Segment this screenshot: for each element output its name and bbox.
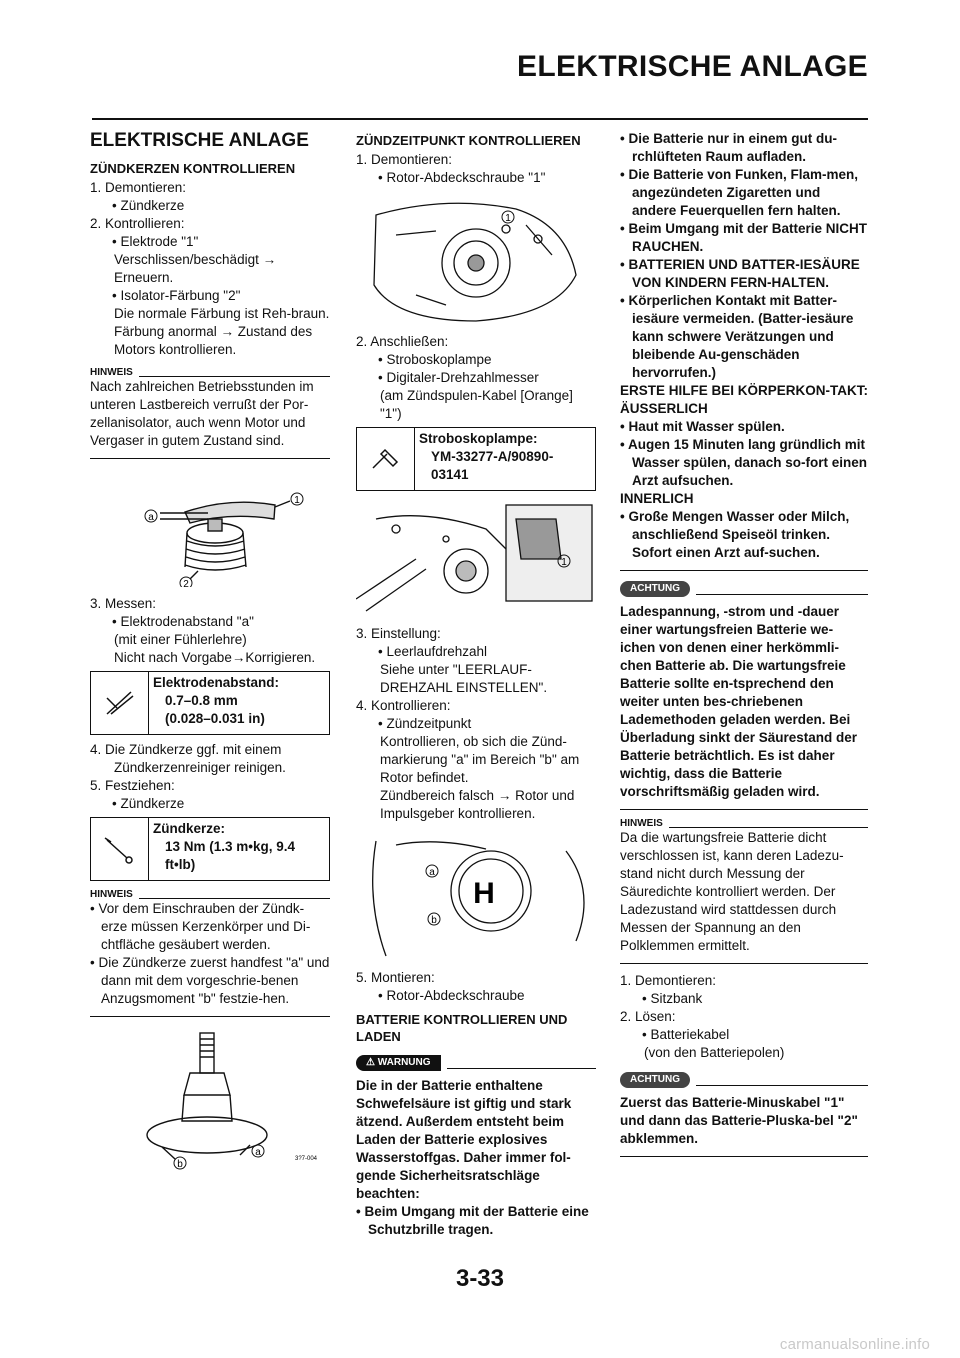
step-detail: Zündbereich falsch → Rotor und Impulsgeber kontrollieren. bbox=[380, 788, 575, 821]
note-label: HINWEIS bbox=[620, 818, 663, 829]
spark-plug-torque-figure bbox=[90, 1025, 330, 1170]
step-detail: Zündkerzenreiniger reinigen. bbox=[114, 760, 286, 775]
caution-badge: ACHTUNG bbox=[620, 1072, 690, 1088]
external-item: • Augen 15 Minuten lang gründlich mit Wasser spülen, danach so-fort einen Arzt aufsuchen. bbox=[620, 437, 868, 488]
special-tool-icon bbox=[357, 428, 415, 490]
feeler-gauge-icon bbox=[91, 672, 149, 734]
warning-item: • Beim Umgang mit der Batterie eine Schutzbrille tragen. bbox=[356, 1204, 589, 1237]
step-detail: (mit einer Fühlerlehre) bbox=[114, 632, 247, 647]
warning-item: • Die Batterie von Funken, Flam-men, angezündeten Zigaretten und andere Feuerquellen fern halten. bbox=[620, 167, 859, 218]
spec-value: YM-33277-A/90890- bbox=[431, 449, 554, 464]
page-header-title: ELEKTRISCHE ANLAGE bbox=[517, 50, 868, 83]
spec-value: 13 Nm (1.3 m•kg, 9.4 bbox=[165, 839, 296, 854]
spec-box-spark-plug-torque bbox=[90, 817, 330, 881]
timing-mark-h: H bbox=[473, 877, 495, 910]
column-1 bbox=[90, 130, 330, 1178]
callout-a: a bbox=[148, 512, 154, 523]
step-item: • Zündkerze bbox=[112, 198, 185, 213]
caution-header bbox=[620, 1072, 868, 1088]
subtitle-spark-plug: ZÜNDKERZEN KONTROLLIEREN bbox=[90, 161, 296, 176]
callout-1: 1 bbox=[561, 557, 567, 568]
page-number: 3-33 bbox=[455, 1265, 505, 1292]
timing-light-figure bbox=[356, 499, 596, 617]
spec-label: Stroboskoplampe: bbox=[419, 431, 538, 446]
caution-text: Zuerst das Batterie-Minuskabel "1" und dann das Batterie-Pluska-bel "2" abklemmen. bbox=[620, 1095, 858, 1146]
column-2 bbox=[356, 130, 596, 1239]
step-item: • Elektrode "1" bbox=[112, 234, 199, 249]
step-detail: (von den Batteriepolen) bbox=[644, 1045, 785, 1060]
external-title: ÄUSSERLICH bbox=[620, 401, 708, 416]
caution-text: Ladespannung, -strom und -dauer einer wartungsfreien Batterie we-ichen von denen einer herkömmli-chen Batterie ab. Die wartungsfreie Batterie sollte en-tsprechend den weiter unten bes-chriebenen Lademethoden geladen werden. Bei Überladung sinkt der Säurestand der Batterie beträchtlich. Es ist daher wichtig, dass die Batterie vorschriftsmäßig geladen wird. bbox=[620, 604, 858, 799]
internal-item: • Große Mengen Wasser oder Milch, anschließend Speiseöl trinken. Sofort einen Arzt auf-suchen. bbox=[620, 509, 850, 560]
caution-header bbox=[620, 581, 868, 597]
spec-box-timing-light bbox=[356, 427, 596, 491]
warning-item: • Die Batterie nur in einem gut du-rchlüfteten Raum aufladen. bbox=[620, 131, 837, 164]
spark-plug-gap-figure bbox=[90, 467, 330, 587]
step-item: • Sitzbank bbox=[642, 991, 703, 1006]
step-item: • Isolator-Färbung "2" bbox=[112, 288, 241, 303]
figure-callouts bbox=[502, 211, 514, 224]
internal-title: INNERLICH bbox=[620, 491, 694, 506]
note-text: Nach zahlreichen Betriebsstunden im unteren Lastbereich verrußt der Por-zellanisolator, auch wenn Motor und Vergaser in gutem Zustand sind. bbox=[90, 379, 314, 448]
note-text: Da die wartungsfreie Batterie dicht verschlossen ist, kann deren Ladezu-stand nicht durch Messung der Säuredichte kontrolliert werden. Der Ladezustand wird stattdessen durch Messen der Spannung an den Polklemmen ermittelt. bbox=[620, 830, 844, 953]
step-detail: Färbung anormal → Zustand des Motors kontrollieren. bbox=[114, 324, 313, 357]
warning-item: • BATTERIEN UND BATTER-IESÄURE VON KINDERN FERN-HALTEN. bbox=[620, 257, 860, 290]
note-header bbox=[620, 818, 868, 829]
step-item: • Rotor-Abdeckschraube "1" bbox=[378, 170, 546, 185]
note-header bbox=[90, 367, 330, 378]
step-item: • Stroboskoplampe bbox=[378, 352, 492, 367]
spec-label: Elektrodenabstand: bbox=[153, 675, 280, 690]
callout-1: 1 bbox=[294, 495, 300, 506]
warning-end-rule bbox=[620, 570, 868, 571]
callout-b: b bbox=[431, 915, 437, 926]
torque-wrench-icon bbox=[91, 818, 149, 880]
spec-box-electrode-gap bbox=[90, 671, 330, 735]
note-label: HINWEIS bbox=[90, 889, 133, 900]
caution-end-rule bbox=[620, 809, 868, 810]
rotor-cover-figure bbox=[356, 195, 596, 325]
column-3 bbox=[620, 130, 868, 1165]
step-text: 4. Kontrollieren: bbox=[356, 698, 451, 713]
callout-1: 1 bbox=[505, 213, 511, 224]
step-text: 2. Anschließen: bbox=[356, 334, 449, 349]
step-item: • Digitaler-Drehzahlmesser bbox=[378, 370, 539, 385]
step-item: • Batteriekabel bbox=[642, 1027, 730, 1042]
timing-mark-figure bbox=[356, 831, 596, 961]
header-rule bbox=[92, 118, 868, 120]
callout-b: b bbox=[177, 1159, 183, 1170]
note-item: • Vor dem Einschrauben der Zündk-erze müssen Kerzenkörper und Di-chtfläche gesäubert werden. bbox=[90, 901, 311, 952]
step-text: 2. Kontrollieren: bbox=[90, 216, 185, 231]
caution-badge: ACHTUNG bbox=[620, 581, 690, 597]
spec-value: (0.028–0.031 in) bbox=[165, 711, 265, 726]
spec-label: Zündkerze: bbox=[153, 821, 226, 836]
step-detail: Kontrollieren, ob sich die Zünd-markierung "a" im Bereich "b" am Rotor befindet. bbox=[380, 734, 580, 785]
figure-code: 3?7-004 bbox=[295, 1156, 318, 1162]
step-text: 3. Messen: bbox=[90, 596, 157, 611]
step-text: 1. Demontieren: bbox=[90, 180, 187, 195]
step-item: • Rotor-Abdeckschraube bbox=[378, 988, 525, 1003]
subtitle-ignition-timing: ZÜNDZEITPUNKT KONTROLLIEREN bbox=[356, 133, 581, 148]
warning-item: • Beim Umgang mit der Batterie NICHT RAUCHEN. bbox=[620, 221, 868, 254]
watermark: carmanualsonline.info bbox=[779, 1336, 930, 1353]
step-item: • Zündkerze bbox=[112, 796, 185, 811]
step-detail: Die normale Färbung ist Reh-braun. bbox=[114, 306, 330, 321]
step-item: • Zündzeitpunkt bbox=[378, 716, 472, 731]
step-detail: Verschlissen/beschädigt → Erneuern. bbox=[114, 252, 277, 285]
note-label: HINWEIS bbox=[90, 367, 133, 378]
note-item: • Die Zündkerze zuerst handfest "a" und dann mit dem vorgeschrie-benen Anzugsmoment "b" festzie-hen. bbox=[90, 955, 330, 1006]
step-detail: Siehe unter "LEERLAUF-DREHZAHL EINSTELLEN". bbox=[380, 662, 548, 695]
step-text: 2. Lösen: bbox=[620, 1009, 676, 1024]
note-end-rule bbox=[90, 1016, 330, 1017]
note-end-rule bbox=[90, 458, 330, 459]
callout-2: 2 bbox=[183, 579, 189, 587]
step-text: 3. Einstellung: bbox=[356, 626, 441, 641]
step-text: 4. Die Zündkerze ggf. mit einem bbox=[90, 742, 282, 757]
note-header bbox=[90, 889, 330, 900]
spec-value: 0.7–0.8 mm bbox=[165, 693, 238, 708]
section-title: ELEKTRISCHE ANLAGE bbox=[90, 130, 309, 151]
first-aid-title: ERSTE HILFE BEI KÖRPERKON-TAKT: bbox=[620, 383, 869, 398]
step-item: • Leerlaufdrehzahl bbox=[378, 644, 488, 659]
subtitle-battery: BATTERIE KONTROLLIEREN UND LADEN bbox=[356, 1012, 568, 1044]
spec-value: 03141 bbox=[431, 467, 469, 482]
external-item: • Haut mit Wasser spülen. bbox=[620, 419, 785, 434]
step-detail: Nicht nach Vorgabe→Korrigieren. bbox=[114, 650, 316, 665]
callout-a: a bbox=[255, 1147, 261, 1158]
caution-end-rule bbox=[620, 1156, 868, 1157]
step-text: 5. Festziehen: bbox=[90, 778, 175, 793]
callout-a: a bbox=[429, 867, 435, 878]
step-text: 1. Demontieren: bbox=[620, 973, 717, 988]
step-detail: (am Zündspulen-Kabel [Orange] "1") bbox=[380, 388, 573, 421]
warning-text: Die in der Batterie enthaltene Schwefelsäure ist giftig und stark ätzend. Außerdem entsteht beim Laden der Batterie explosives Wasserstoffgas. Daher immer fol-gende Sicherheitsratschläge beachten: bbox=[356, 1078, 572, 1201]
step-text: 1. Demontieren: bbox=[356, 152, 453, 167]
warning-badge: ⚠ WARNUNG bbox=[356, 1055, 441, 1071]
spec-value: ft•lb) bbox=[165, 857, 196, 872]
warning-item: • Körperlichen Kontakt mit Batter-iesäure vermeiden. (Batter-iesäure kann schwere Verätzungen und bleibende Au-genschäden hervorrufen.) bbox=[620, 293, 854, 380]
warning-header bbox=[356, 1055, 596, 1071]
step-text: 5. Montieren: bbox=[356, 970, 435, 985]
step-item: • Elektrodenabstand "a" bbox=[112, 614, 254, 629]
